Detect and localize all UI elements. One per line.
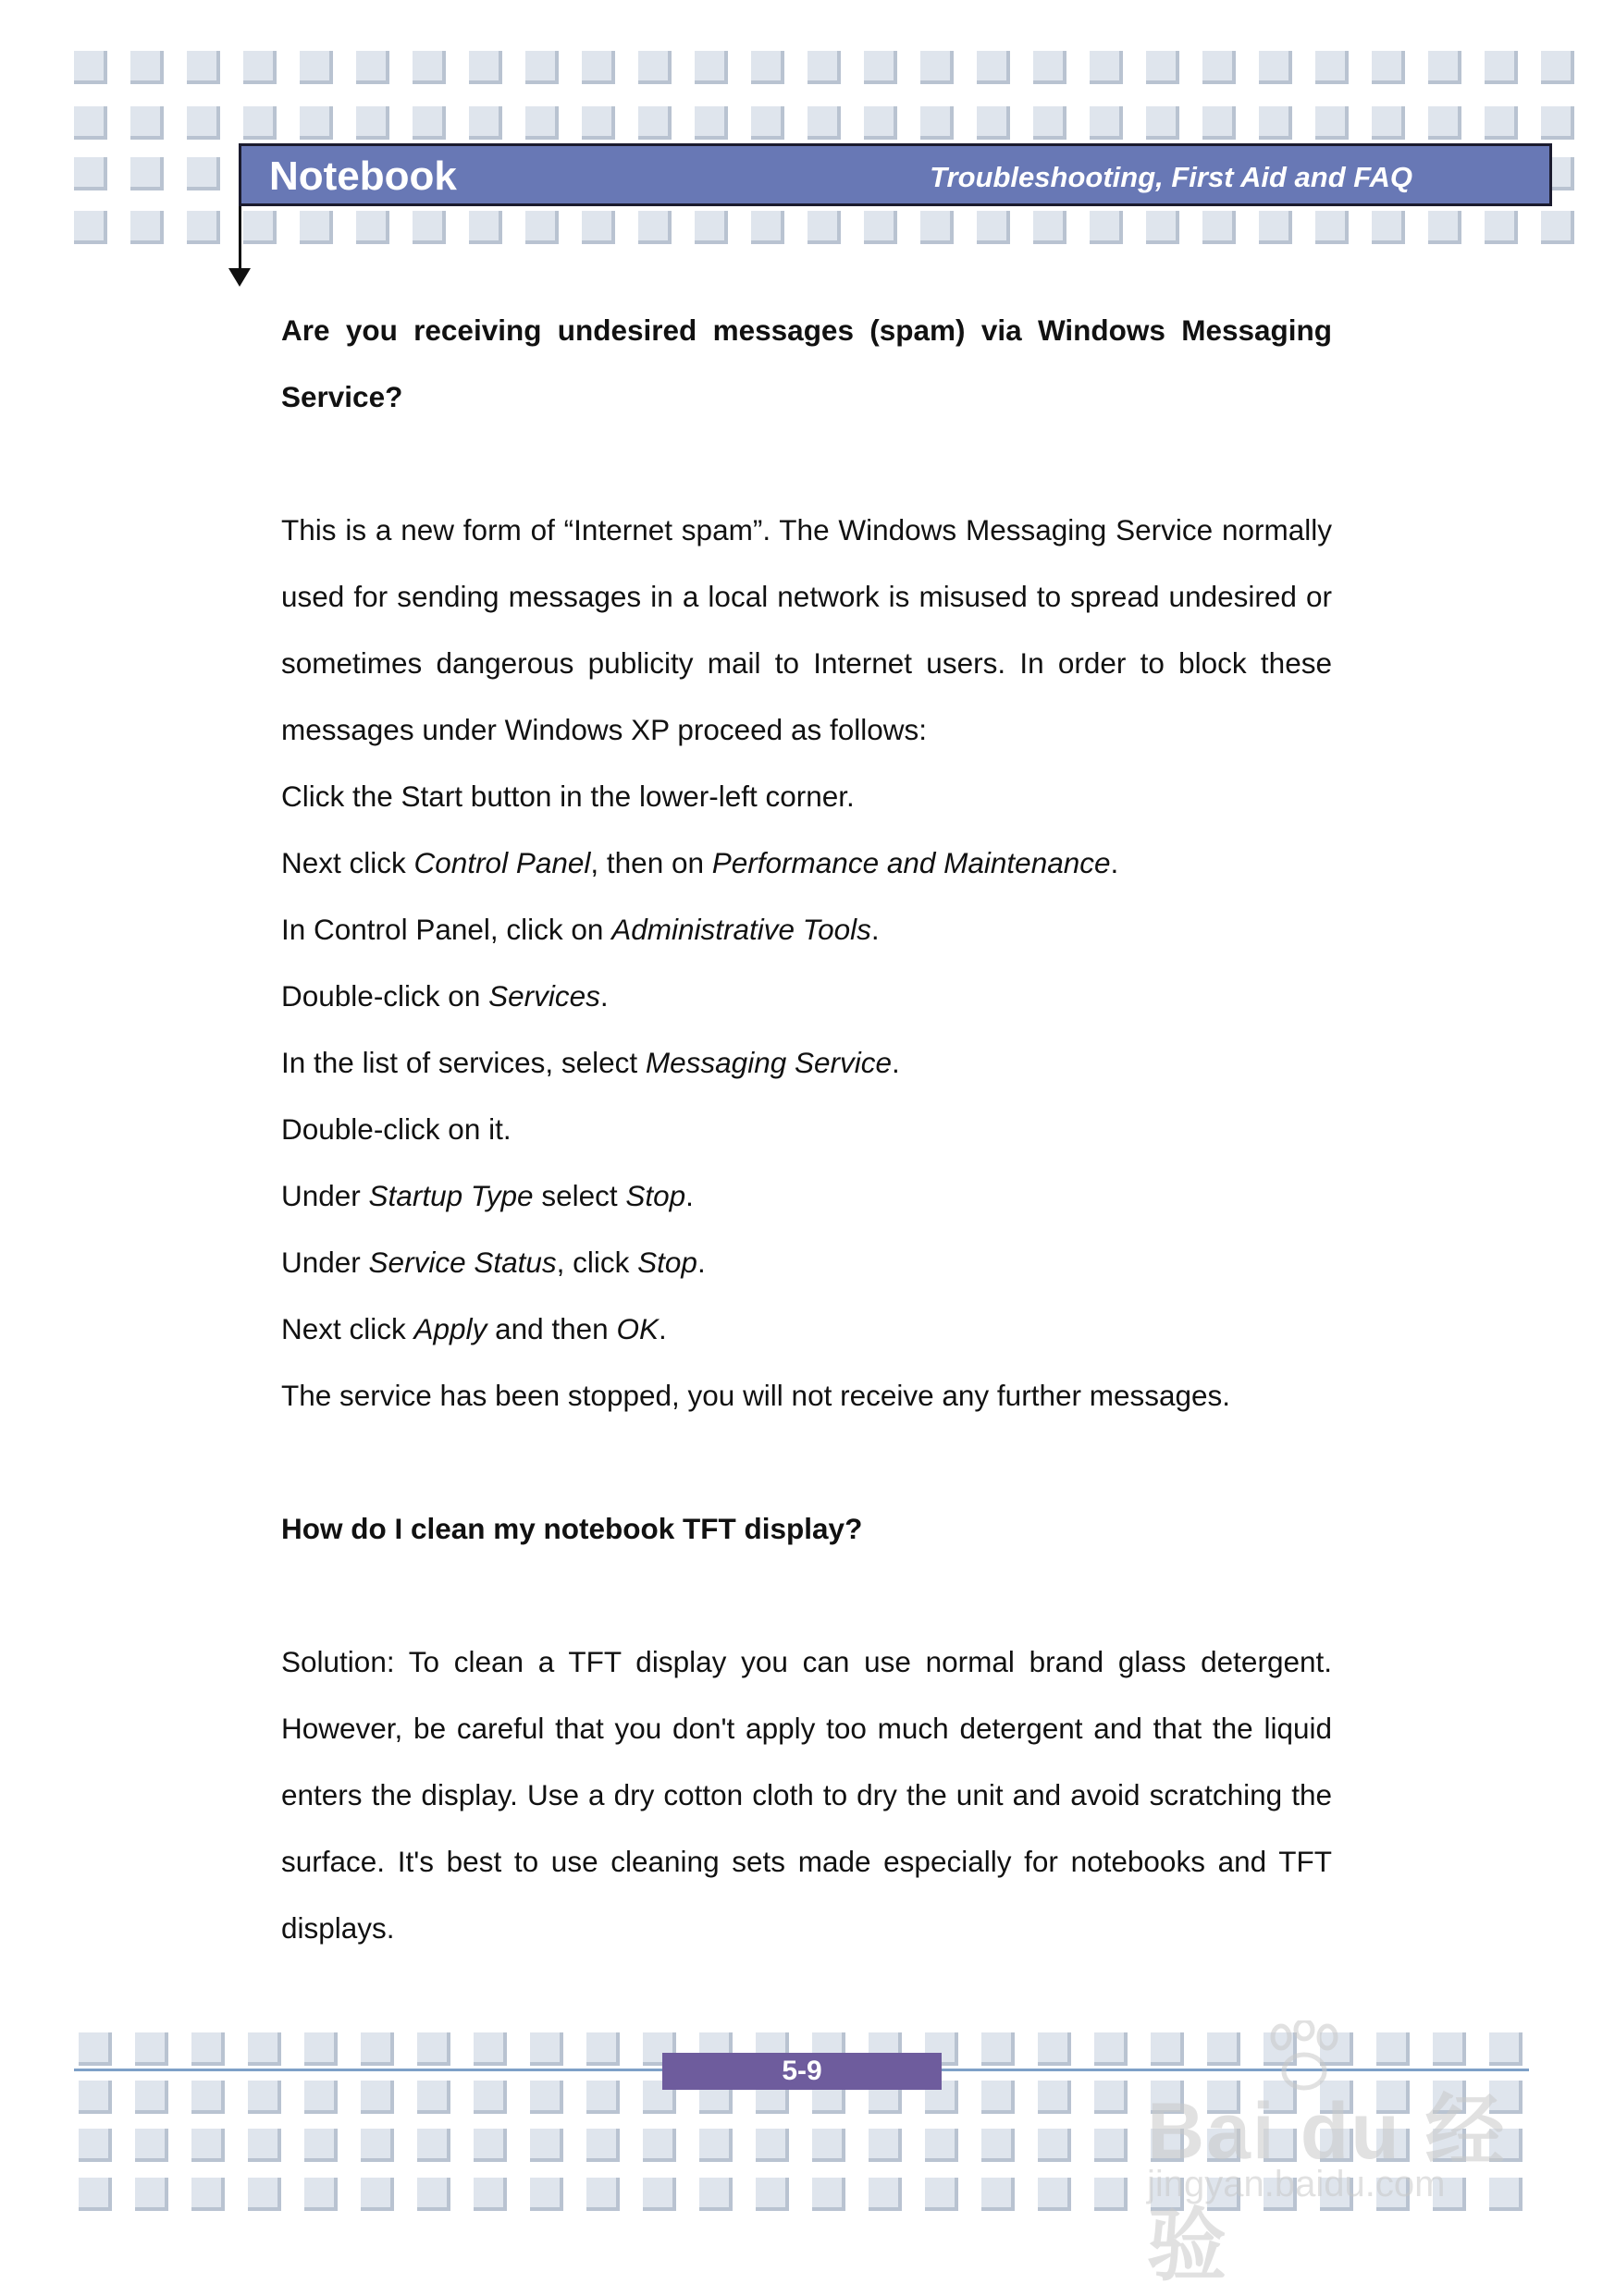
grid-square	[474, 2081, 507, 2114]
grid-square	[243, 106, 277, 140]
grid-square	[79, 2032, 112, 2066]
page-number: 5-9	[662, 2053, 942, 2090]
paragraph-clean-line4: surface. It's best to use cleaning sets made especially for notebooks and TFT	[281, 1845, 1332, 1878]
grid-square	[1372, 106, 1405, 140]
grid-square	[1259, 211, 1292, 244]
grid-square	[586, 2032, 620, 2066]
grid-square	[356, 51, 389, 84]
step-double-click: Double-click on it.	[281, 1112, 512, 1146]
grid-square	[530, 2032, 563, 2066]
grid-row	[0, 106, 1615, 140]
grid-square	[1202, 51, 1236, 84]
grid-square	[300, 106, 333, 140]
grid-square	[1038, 2032, 1071, 2066]
grid-square	[469, 211, 502, 244]
grid-square	[248, 2032, 281, 2066]
step-service-status: Under Service Status, click Stop.	[281, 1246, 706, 1279]
grid-square	[1259, 106, 1292, 140]
grid-square	[808, 211, 841, 244]
grid-square	[1038, 2178, 1071, 2211]
grid-square	[808, 106, 841, 140]
grid-square	[1090, 211, 1123, 244]
paragraph-spam-line2: used for sending messages in a local network is misused to spread undesired or	[281, 580, 1332, 613]
grid-square	[361, 2081, 394, 2114]
grid-square	[1202, 211, 1236, 244]
grid-square	[981, 2081, 1015, 2114]
paragraph-clean-line5: displays.	[281, 1911, 395, 1945]
grid-square	[1033, 211, 1066, 244]
grid-square	[1090, 106, 1123, 140]
grid-square	[1485, 51, 1518, 84]
step-service-stopped: The service has been stopped, you will not receive any further messages.	[281, 1379, 1231, 1412]
baidu-watermark	[1142, 2020, 1531, 2290]
grid-square	[413, 51, 446, 84]
grid-square	[135, 2178, 168, 2211]
grid-square	[751, 51, 784, 84]
grid-square	[638, 106, 672, 140]
paragraph-clean-line3: enters the display. Use a dry cotton cloth to dry the unit and avoid scratching the	[281, 1778, 1332, 1811]
grid-square	[920, 211, 954, 244]
grid-square	[586, 2178, 620, 2211]
grid-square	[248, 2178, 281, 2211]
chapter-title: Troubleshooting, First Aid and FAQ	[930, 161, 1412, 193]
grid-square	[1485, 211, 1518, 244]
grid-square	[530, 2081, 563, 2114]
grid-square	[74, 106, 107, 140]
grid-square	[1094, 2178, 1128, 2211]
grid-square	[304, 2129, 338, 2162]
grid-square	[191, 2129, 225, 2162]
grid-square	[474, 2032, 507, 2066]
grid-square	[812, 2129, 845, 2162]
grid-square	[751, 106, 784, 140]
header-title: Notebook	[269, 153, 457, 199]
paragraph-spam-line3: sometimes dangerous publicity mail to Internet users. In order to block these	[281, 646, 1332, 680]
grid-square	[525, 211, 559, 244]
grid-square	[361, 2178, 394, 2211]
grid-square	[469, 51, 502, 84]
grid-square	[695, 211, 728, 244]
grid-square	[1094, 2032, 1128, 2066]
grid-square	[79, 2178, 112, 2211]
grid-square	[304, 2178, 338, 2211]
grid-square	[582, 211, 615, 244]
grid-square	[920, 51, 954, 84]
paragraph-spam-line1: This is a new form of “Internet spam”. The Windows Messaging Service normally	[281, 513, 1332, 546]
paragraph-clean-line2: However, be careful that you don't apply too much detergent and that the liquid	[281, 1712, 1332, 1745]
grid-square	[1094, 2081, 1128, 2114]
grid-row	[0, 211, 1615, 244]
grid-square	[1315, 211, 1349, 244]
grid-square	[1372, 211, 1405, 244]
grid-square	[1541, 106, 1574, 140]
grid-square	[74, 211, 107, 244]
step-apply-ok: Next click Apply and then OK.	[281, 1312, 667, 1345]
grid-square	[530, 2178, 563, 2211]
grid-square	[130, 106, 164, 140]
grid-square	[977, 106, 1010, 140]
grid-square	[925, 2129, 958, 2162]
grid-square	[756, 2129, 789, 2162]
grid-square	[417, 2178, 450, 2211]
grid-square	[361, 2129, 394, 2162]
grid-square	[417, 2032, 450, 2066]
grid-square	[187, 51, 220, 84]
grid-square	[699, 2129, 733, 2162]
step-messaging-service: In the list of services, select Messaging Service.	[281, 1046, 900, 1079]
grid-square	[925, 2178, 958, 2211]
grid-square	[356, 211, 389, 244]
grid-square	[1202, 106, 1236, 140]
watermark-url: jingyan.baidu.com	[1147, 2164, 1446, 2204]
down-arrow-icon	[228, 268, 251, 287]
grid-square	[191, 2032, 225, 2066]
grid-square	[1428, 51, 1461, 84]
grid-square	[808, 51, 841, 84]
grid-square	[1315, 106, 1349, 140]
grid-square	[130, 51, 164, 84]
grid-square	[135, 2129, 168, 2162]
grid-square	[1541, 211, 1574, 244]
grid-square	[248, 2129, 281, 2162]
grid-square	[74, 51, 107, 84]
grid-square	[130, 157, 164, 190]
grid-square	[248, 2081, 281, 2114]
grid-square	[643, 2178, 676, 2211]
question-clean-display: How do I clean my notebook TFT display?	[281, 1512, 863, 1545]
step-control-panel: Next click Control Panel, then on Performance and Maintenance.	[281, 846, 1119, 879]
grid-square	[413, 211, 446, 244]
grid-square	[981, 2129, 1015, 2162]
grid-square	[1090, 51, 1123, 84]
grid-square	[79, 2081, 112, 2114]
grid-square	[74, 157, 107, 190]
grid-square	[1038, 2081, 1071, 2114]
grid-square	[417, 2081, 450, 2114]
grid-square	[751, 211, 784, 244]
grid-square	[361, 2032, 394, 2066]
grid-square	[135, 2032, 168, 2066]
grid-square	[756, 2178, 789, 2211]
grid-square	[191, 2178, 225, 2211]
question-spam-line1: Are you receiving undesired messages (spam) via Windows Messaging	[281, 313, 1332, 347]
grid-square	[525, 51, 559, 84]
step-start-button: Click the Start button in the lower-left corner.	[281, 780, 855, 813]
paragraph-clean-line1: Solution: To clean a TFT display you can use normal brand glass detergent.	[281, 1645, 1332, 1678]
grid-square	[1033, 51, 1066, 84]
header-bar	[239, 143, 1552, 206]
grid-square	[243, 211, 277, 244]
grid-square	[304, 2081, 338, 2114]
grid-square	[699, 2178, 733, 2211]
grid-square	[300, 211, 333, 244]
grid-square	[582, 106, 615, 140]
grid-square	[1038, 2129, 1071, 2162]
grid-square	[187, 157, 220, 190]
grid-square	[1428, 106, 1461, 140]
grid-square	[1372, 51, 1405, 84]
grid-square	[582, 51, 615, 84]
grid-square	[586, 2081, 620, 2114]
grid-square	[1146, 106, 1179, 140]
grid-square	[130, 211, 164, 244]
grid-square	[864, 211, 897, 244]
grid-square	[304, 2032, 338, 2066]
grid-square	[474, 2129, 507, 2162]
grid-square	[643, 2129, 676, 2162]
grid-square	[191, 2081, 225, 2114]
grid-square	[525, 106, 559, 140]
grid-square	[79, 2129, 112, 2162]
grid-square	[586, 2129, 620, 2162]
grid-square	[981, 2032, 1015, 2066]
paragraph-spam-line4: messages under Windows XP proceed as follows:	[281, 713, 928, 746]
grid-square	[1033, 106, 1066, 140]
grid-square	[981, 2178, 1015, 2211]
grid-square	[1315, 51, 1349, 84]
grid-square	[1094, 2129, 1128, 2162]
step-startup-type: Under Startup Type select Stop.	[281, 1179, 694, 1212]
grid-square	[1146, 51, 1179, 84]
grid-square	[638, 211, 672, 244]
grid-square	[243, 51, 277, 84]
grid-square	[977, 211, 1010, 244]
grid-square	[864, 51, 897, 84]
grid-square	[530, 2129, 563, 2162]
grid-row	[0, 51, 1615, 84]
grid-square	[187, 211, 220, 244]
grid-square	[1485, 106, 1518, 140]
grid-square	[469, 106, 502, 140]
grid-square	[1428, 211, 1461, 244]
grid-square	[1259, 51, 1292, 84]
grid-square	[812, 2178, 845, 2211]
grid-square	[1541, 51, 1574, 84]
grid-square	[869, 2178, 902, 2211]
watermark-logo-text: Bai du 经验	[1147, 2087, 1507, 2290]
grid-square	[356, 106, 389, 140]
step-administrative-tools: In Control Panel, click on Administrative Tools.	[281, 913, 880, 946]
grid-square	[920, 106, 954, 140]
grid-square	[413, 106, 446, 140]
grid-square	[474, 2178, 507, 2211]
grid-square	[135, 2081, 168, 2114]
grid-square	[695, 51, 728, 84]
grid-square	[300, 51, 333, 84]
grid-square	[695, 106, 728, 140]
grid-square	[638, 51, 672, 84]
margin-marker-line	[239, 206, 241, 271]
grid-square	[417, 2129, 450, 2162]
grid-square	[864, 106, 897, 140]
grid-square	[869, 2129, 902, 2162]
grid-square	[977, 51, 1010, 84]
step-services: Double-click on Services.	[281, 979, 609, 1013]
grid-square	[1146, 211, 1179, 244]
question-spam-line2: Service?	[281, 380, 403, 413]
grid-square	[187, 106, 220, 140]
